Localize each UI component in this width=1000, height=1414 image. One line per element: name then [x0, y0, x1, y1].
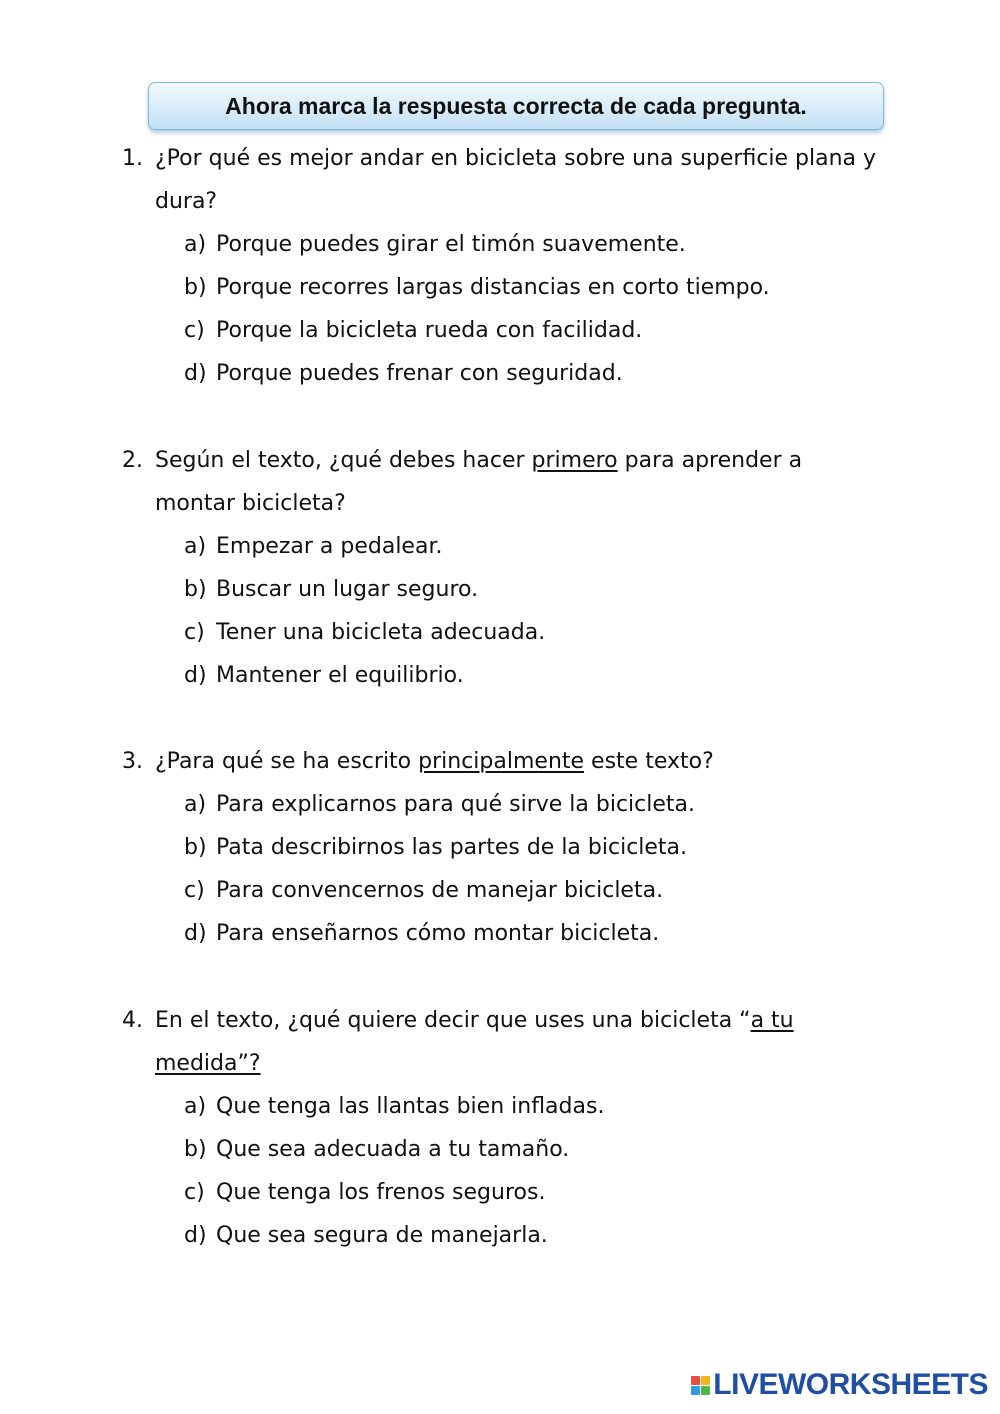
question-stem: [122, 137, 882, 223]
question-number: 1.: [122, 146, 143, 171]
answer-option-b[interactable]: [122, 1128, 882, 1171]
answer-options: [122, 223, 882, 395]
answer-option-c[interactable]: [122, 869, 882, 912]
option-letter: d): [184, 361, 207, 386]
answer-options: [122, 783, 882, 955]
question-text: ¿Para qué se ha escrito principalmente este texto?: [155, 749, 714, 774]
answer-option-b[interactable]: [122, 826, 882, 869]
emphasized-phrase: a tu medida: [155, 1008, 794, 1076]
answer-option-a[interactable]: [122, 223, 882, 266]
answer-option-a[interactable]: [122, 1085, 882, 1128]
logo-square-yellow: [701, 1376, 710, 1385]
option-text: Buscar un lugar seguro.: [216, 577, 479, 602]
question-text: Según el texto, ¿qué debes hacer primero para aprender a montar bicicleta?: [155, 448, 803, 516]
option-text: Tener una bicicleta adecuada.: [216, 620, 546, 645]
question-text: ¿Por qué es mejor andar en bicicleta sobre una superficie plana y dura?: [155, 146, 877, 214]
option-letter: b): [184, 835, 207, 860]
question-stem: [122, 740, 882, 783]
option-letter: a): [184, 534, 207, 559]
option-letter: c): [184, 878, 205, 903]
option-text: Para convencernos de manejar bicicleta.: [216, 878, 664, 903]
answer-option-d[interactable]: [122, 654, 882, 697]
emphasized-word: primero: [531, 448, 618, 473]
question-1: [122, 137, 882, 395]
option-letter: a): [184, 792, 207, 817]
option-text: Que sea segura de manejarla.: [216, 1223, 548, 1248]
liveworksheets-logo-icon: [691, 1376, 710, 1395]
answer-options: [122, 1085, 882, 1257]
option-text: Para explicarnos para qué sirve la bicicleta.: [216, 792, 696, 817]
option-letter: d): [184, 921, 207, 946]
option-letter: b): [184, 275, 207, 300]
question-stem: [122, 439, 882, 525]
emphasized-word: principalmente: [418, 749, 585, 774]
option-text: Mantener el equilibrio.: [216, 663, 464, 688]
answer-option-c[interactable]: [122, 309, 882, 352]
option-letter: b): [184, 1137, 207, 1162]
question-number: 4.: [122, 1008, 143, 1033]
option-letter: a): [184, 232, 207, 257]
question-2: [122, 439, 882, 697]
option-letter: d): [184, 663, 207, 688]
question-number: 2.: [122, 448, 143, 473]
answer-option-a[interactable]: [122, 783, 882, 826]
logo-square-green: [701, 1386, 710, 1395]
answer-option-c[interactable]: [122, 1171, 882, 1214]
option-text: Que tenga las llantas bien infladas.: [216, 1094, 605, 1119]
option-letter: c): [184, 620, 205, 645]
answer-option-b[interactable]: [122, 568, 882, 611]
option-letter: c): [184, 318, 205, 343]
answer-option-d[interactable]: [122, 912, 882, 955]
option-text: Porque puedes frenar con seguridad.: [216, 361, 623, 386]
option-text: Que tenga los frenos seguros.: [216, 1180, 546, 1205]
question-text: En el texto, ¿qué quiere decir que uses una bicicleta “a tu medida”?: [155, 1008, 794, 1076]
option-text: Porque la bicicleta rueda con facilidad.: [216, 318, 643, 343]
question-4: [122, 999, 882, 1257]
option-text: Para enseñarnos cómo montar bicicleta.: [216, 921, 660, 946]
answer-options: [122, 525, 882, 697]
question-number: 3.: [122, 749, 143, 774]
instruction-title: Ahora marca la respuesta correcta de cada pregunta.: [225, 92, 807, 119]
option-text: Empezar a pedalear.: [216, 534, 443, 559]
option-text: Porque recorres largas distancias en corto tiempo.: [216, 275, 770, 300]
instruction-banner: [148, 82, 884, 130]
logo-square-blue: [691, 1386, 700, 1395]
liveworksheets-brand: [691, 1368, 988, 1402]
question-3: [122, 740, 882, 955]
brand-name: LIVEWORKSHEETS: [713, 1368, 988, 1401]
question-stem: [122, 999, 882, 1085]
option-letter: d): [184, 1223, 207, 1248]
answer-option-d[interactable]: [122, 352, 882, 395]
option-text: Pata describirnos las partes de la bicicleta.: [216, 835, 688, 860]
option-letter: b): [184, 577, 207, 602]
option-letter: a): [184, 1094, 207, 1119]
answer-option-d[interactable]: [122, 1214, 882, 1257]
option-text: Que sea adecuada a tu tamaño.: [216, 1137, 570, 1162]
answer-option-b[interactable]: [122, 266, 882, 309]
answer-option-c[interactable]: [122, 611, 882, 654]
option-letter: c): [184, 1180, 205, 1205]
option-text: Porque puedes girar el timón suavemente.: [216, 232, 686, 257]
logo-square-red: [691, 1376, 700, 1385]
answer-option-a[interactable]: [122, 525, 882, 568]
